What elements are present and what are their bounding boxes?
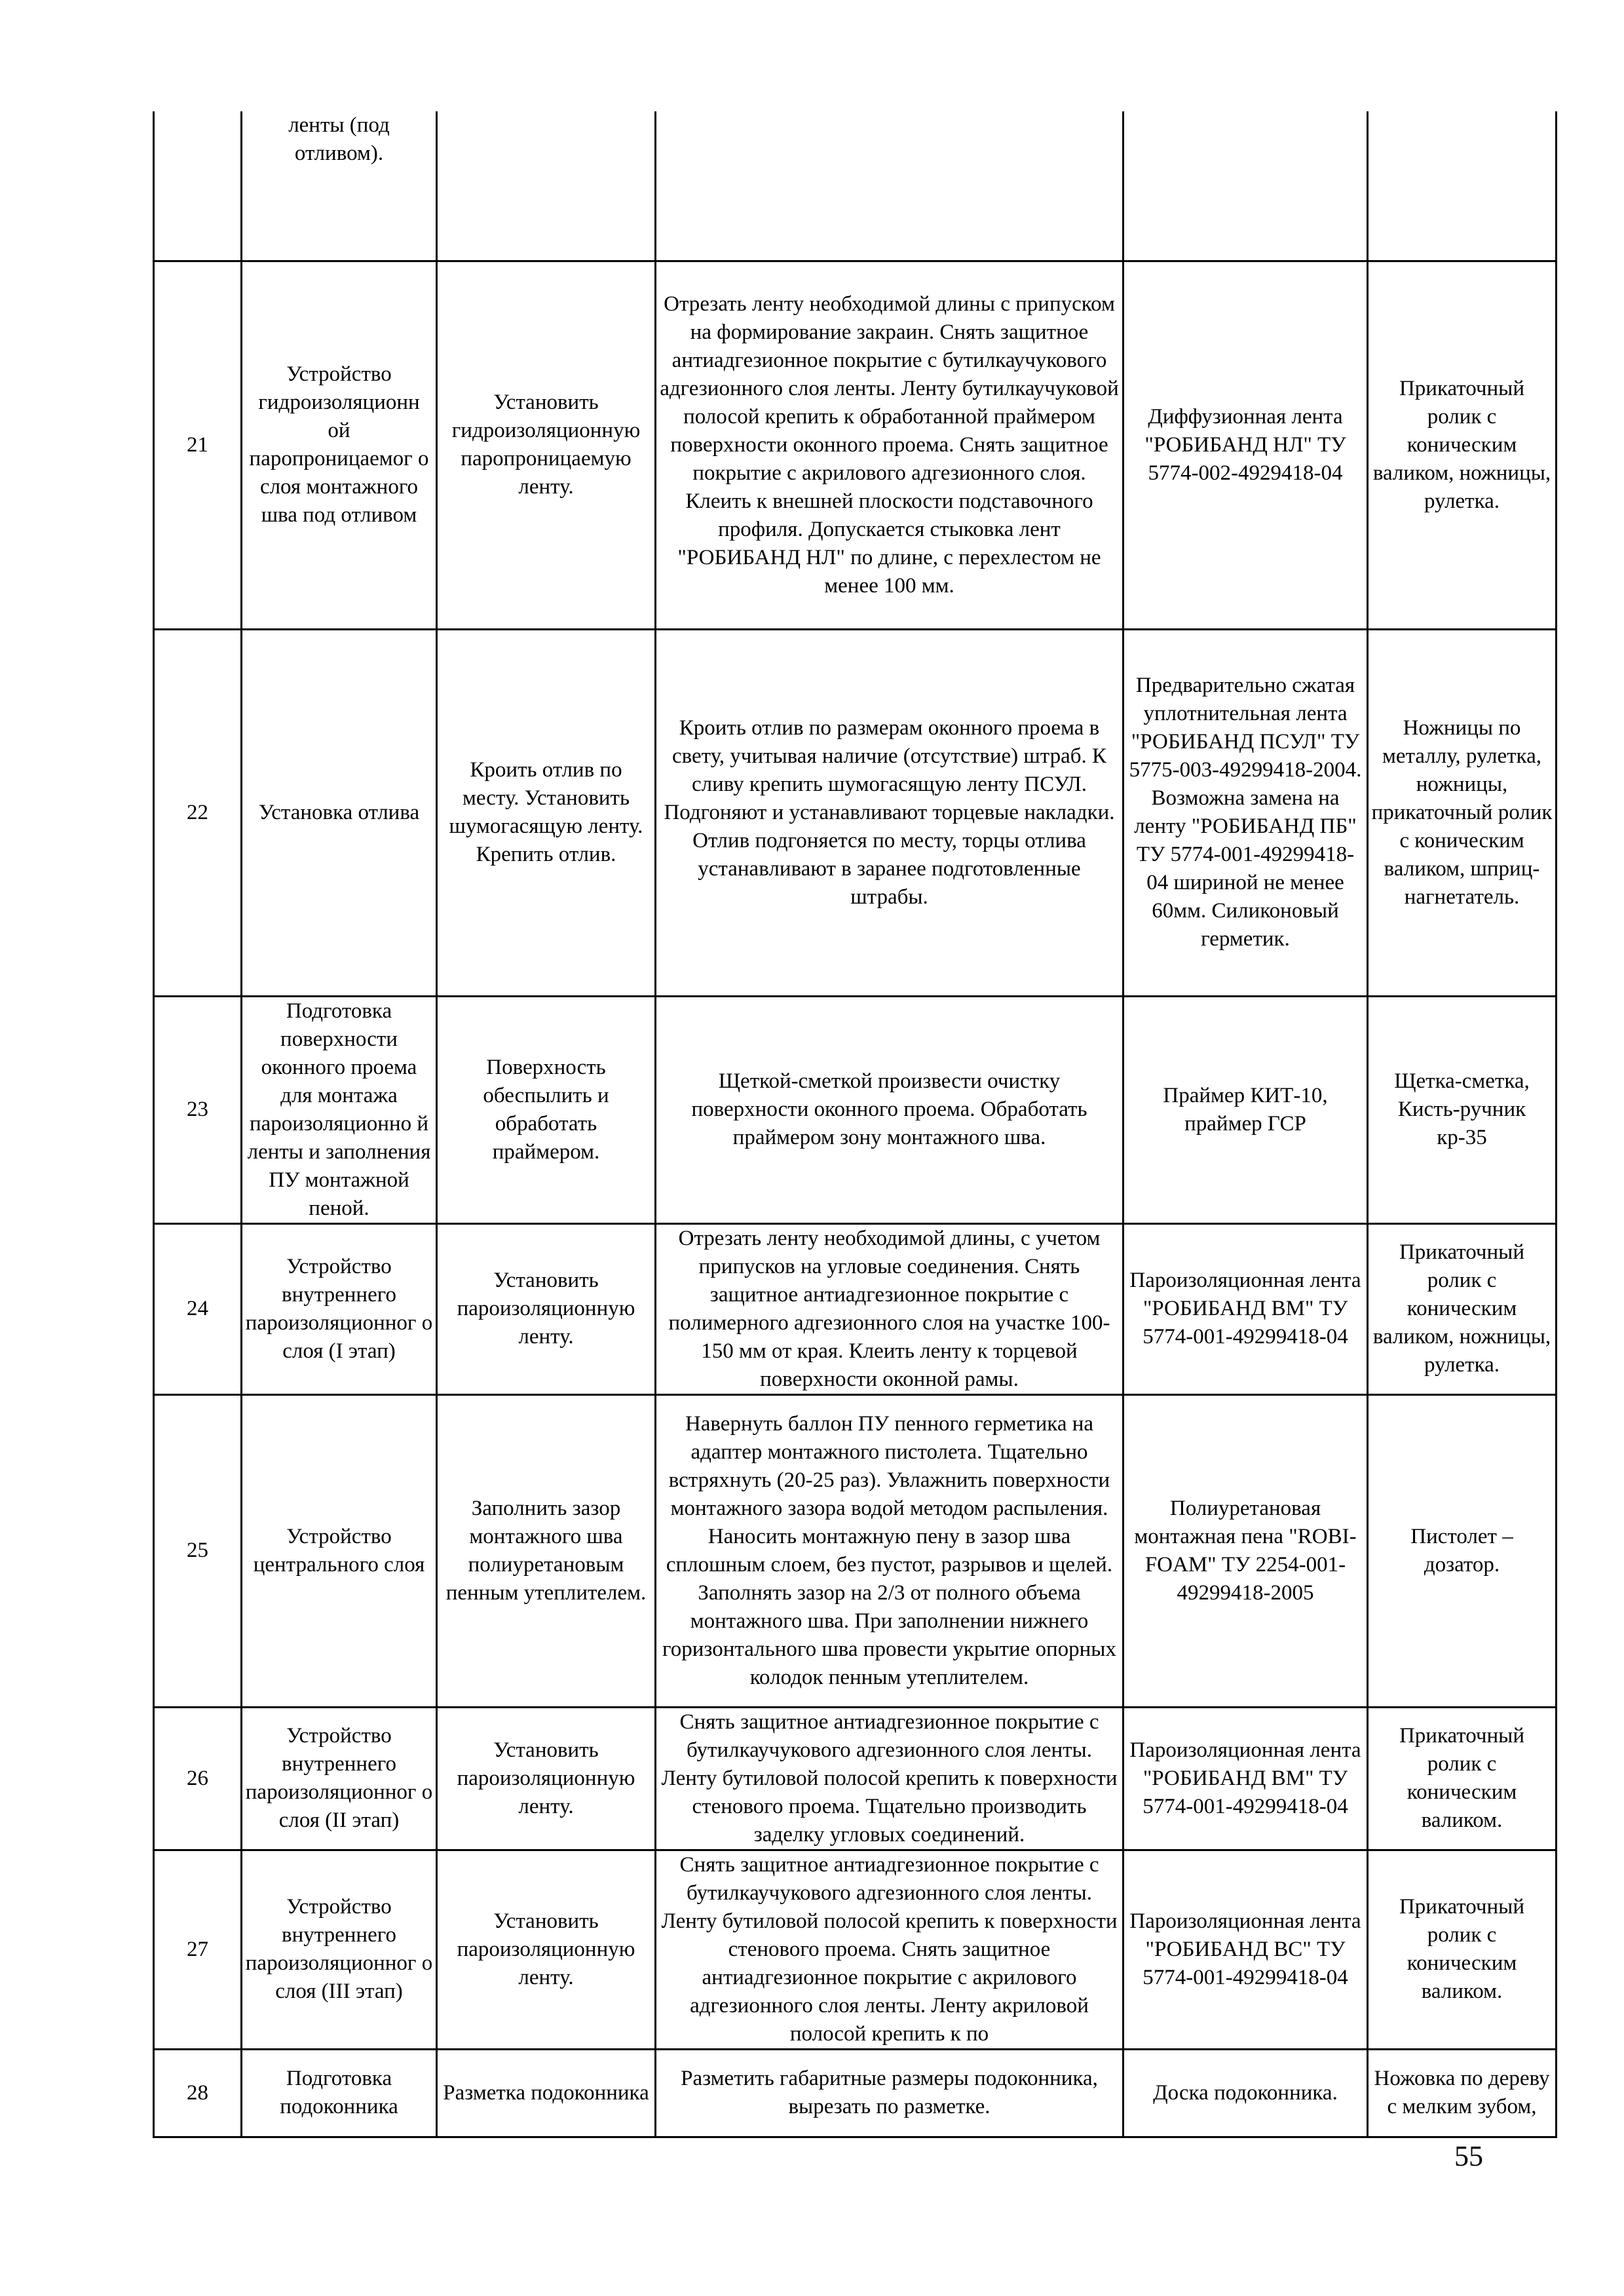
- operation-text: Установить пароизоляционную ленту.: [457, 1269, 635, 1349]
- materials-cell: [1124, 261, 1368, 629]
- instruction-text: Отрезать ленту необходимой длины, с учетом припусков на угловые соединения. Снять защитное антиадгезионное покрытие с полимерного адгезионного слоя на участке 100-150 мм от края. Клеить ленту к торцевой поверхности оконной рамы.: [668, 1226, 1110, 1391]
- materials-text: Полиуретановая монтажная пена "ROBI-FOAM" ТУ 2254-001-49299418-2005: [1134, 1496, 1357, 1605]
- tools-text: Прикаточный ролик с коническим валиком.: [1399, 1895, 1525, 2003]
- materials-text: Предварительно сжатая уплотнительная лента "РОБИБАНД ПСУЛ" ТУ 5775-003-49299418-2004. Возможна замена на ленту "РОБИБАНД ПБ" ТУ 5774-001-49299418-04 шириной не менее 60мм. Силиконовый герметик.: [1129, 674, 1362, 951]
- tools-text: Ножовка по дереву с мелким зубом,: [1374, 2067, 1550, 2118]
- instruction-cell: [656, 261, 1124, 629]
- stage-cell: [242, 261, 437, 629]
- materials-text: Пароизоляционная лента "РОБИБАНД ВМ" ТУ 5774-001-49299418-04: [1129, 1738, 1361, 1818]
- operation-text: Установить пароизоляционную ленту.: [457, 1738, 635, 1818]
- stage-text: Устройство центрального слоя: [253, 1524, 425, 1577]
- tools-cell: [1368, 1707, 1557, 1850]
- row-number: 24: [154, 1223, 242, 1394]
- materials-cell: [1124, 1394, 1368, 1707]
- materials-cell: [1124, 2049, 1368, 2137]
- operation-text: Заполнить зазор монтажного шва полиуретановым пенным утеплителем.: [445, 1496, 647, 1605]
- row-number: 21: [154, 261, 242, 629]
- materials-cell: [1124, 1850, 1368, 2049]
- instruction-text: Отрезать ленту необходимой длины с припуском на формирование закраин. Снять защитное антиадгезионное покрытие с бутилкаучукового адгезионного слоя ленты. Ленту бутилкаучуковой полосой крепить к обработанной праймером поверхности оконного проема. Снять защитное покрытие с акрилового адгезионного слоя. Клеить к внешней плоскости подставочного профиля. Допускается стыковка лент "РОБИБАНД НЛ" по длине, с перехлестом не менее 100 мм.: [660, 292, 1119, 598]
- materials-cell: [1124, 1707, 1368, 1850]
- table-row: [154, 1223, 1557, 1394]
- instruction-cell: [656, 2049, 1124, 2137]
- instruction-cell: [656, 111, 1124, 261]
- tools-cell: [1368, 996, 1557, 1223]
- stage-text: Устройство внутреннего пароизоляционног о слоя (II этап): [245, 1724, 433, 1832]
- instruction-text: Щеткой-сметкой произвести очистку поверхности оконного проема. Обработать праймером зону монтажного шва.: [691, 1069, 1087, 1149]
- tools-cell: [1368, 111, 1557, 261]
- materials-text: Диффузионная лента "РОБИБАНД НЛ" ТУ 5774-002-4929418-04: [1144, 404, 1346, 485]
- stage-text: Подготовка подоконника: [280, 2067, 398, 2118]
- stage-cell: [242, 2049, 437, 2137]
- instruction-text: Снять защитное антиадгезионное покрытие с бутилкаучукового адгезионного слоя ленты. Ленту бутиловой полосой крепить к поверхности стенового проема. Снять защитное антиадгезионное покрытие с акрилового адгезионного слоя ленты. Ленту акриловой полосой крепить к по: [661, 1852, 1118, 2046]
- operation-text: Кроить отлив по месту. Установить шумогасящую ленту. Крепить отлив.: [449, 758, 643, 866]
- tools-text: Ножницы по металлу, рулетка, ножницы, прикаточный ролик с коническим валиком, шприц-нагнетатель.: [1371, 716, 1553, 909]
- row-number: 28: [154, 2049, 242, 2137]
- stage-cell: [242, 996, 437, 1223]
- materials-cell: [1124, 996, 1368, 1223]
- instruction-cell: [656, 1850, 1124, 2049]
- tools-cell: [1368, 261, 1557, 629]
- stage-cell: [242, 1223, 437, 1394]
- tools-text: Пистолет – дозатор.: [1410, 1524, 1513, 1577]
- instruction-text: Кроить отлив по размерам оконного проема в свету, учитывая наличие (отсутствие) штраб. К сливу крепить шумогасящую ленту ПСУЛ. Подгоняют и устанавливают торцевые накладки. Отлив подгоняется по месту, торцы отлива устанавливают в заранее подготовленные штрабы.: [664, 716, 1115, 909]
- operation-cell: [437, 1223, 656, 1394]
- operation-cell: [437, 996, 656, 1223]
- stage-cell: [242, 1707, 437, 1850]
- materials-cell: [1124, 1223, 1368, 1394]
- row-number: 25: [154, 1394, 242, 1707]
- operation-cell: [437, 1707, 656, 1850]
- row-number: 22: [154, 629, 242, 996]
- materials-text: Доска подоконника.: [1153, 2080, 1338, 2105]
- operation-text: Поверхность обеспылить и обработать праймером.: [483, 1055, 609, 1164]
- stage-cell: [242, 629, 437, 996]
- stage-text: Устройство гидроизоляционн ой паропроницаемог о слоя монтажного шва под отливом: [249, 362, 429, 527]
- operation-cell: [437, 1850, 656, 2049]
- tools-text: Щетка-сметка, Кисть-ручник кр-35: [1394, 1069, 1530, 1149]
- stage-cell: [242, 1394, 437, 1707]
- stage-cell: [242, 111, 437, 261]
- operation-cell: [437, 2049, 656, 2137]
- row-number: 27: [154, 1850, 242, 2049]
- work-procedure-table: [153, 111, 1557, 2138]
- tools-cell: [1368, 1223, 1557, 1394]
- instruction-cell: [656, 1707, 1124, 1850]
- stage-text: ленты (под отливом).: [288, 113, 390, 165]
- instruction-text: Снять защитное антиадгезионное покрытие с бутилкаучукового адгезионного слоя ленты. Ленту бутиловой полосой крепить к поверхности стенового проема. Тщательно производить заделку угловых соединений.: [661, 1710, 1118, 1846]
- row-number: 26: [154, 1707, 242, 1850]
- operation-cell: [437, 261, 656, 629]
- stage-cell: [242, 1850, 437, 2049]
- instruction-cell: [656, 629, 1124, 996]
- materials-cell: [1124, 629, 1368, 996]
- tools-text: Прикаточный ролик с коническим валиком.: [1399, 1724, 1525, 1832]
- stage-text: Установка отлива: [258, 800, 420, 824]
- row-number: 23: [154, 996, 242, 1223]
- table-row: [154, 111, 1557, 261]
- table-row: [154, 1850, 1557, 2049]
- tools-cell: [1368, 1394, 1557, 1707]
- page-number: 55: [1454, 2140, 1483, 2172]
- instruction-text: Навернуть баллон ПУ пенного герметика на адаптер монтажного пистолета. Тщательно встряхнуть (20-25 раз). Увлажнить поверхности монтажного зазора водой методом распыления. Наносить монтажную пену в зазор шва сплошным слоем, без пустот, разрывов и щелей. Заполнять зазор на 2/3 от полного объема монтажного шва. При заполнении нижнего горизонтального шва провести укрытие опорных колодок пенным утеплителем.: [662, 1411, 1116, 1689]
- operation-text: Разметка подоконника: [443, 2080, 649, 2105]
- row-number: [154, 111, 242, 261]
- instruction-cell: [656, 1223, 1124, 1394]
- operation-cell: [437, 111, 656, 261]
- table-row: [154, 1707, 1557, 1850]
- instruction-text: Разметить габаритные размеры подоконника, вырезать по разметке.: [681, 2067, 1098, 2118]
- table-row: [154, 2049, 1557, 2137]
- table-row: [154, 629, 1557, 996]
- materials-text: Праймер КИТ-10, праймер ГСР: [1163, 1083, 1328, 1136]
- tools-cell: [1368, 629, 1557, 996]
- operation-cell: [437, 1394, 656, 1707]
- table-row: [154, 261, 1557, 629]
- table-row: [154, 996, 1557, 1223]
- tools-text: Прикаточный ролик с коническим валиком, ножницы, рулетка.: [1372, 1240, 1551, 1377]
- instruction-cell: [656, 1394, 1124, 1707]
- table-row: [154, 1394, 1557, 1707]
- stage-text: Подготовка поверхности оконного проема для монтажа пароизоляционно й ленты и заполнения ПУ монтажной пеной.: [247, 999, 431, 1220]
- operation-text: Установить пароизоляционную ленту.: [457, 1909, 635, 1989]
- tools-text: Прикаточный ролик с коническим валиком, ножницы, рулетка.: [1372, 376, 1551, 513]
- instruction-cell: [656, 996, 1124, 1223]
- tools-cell: [1368, 2049, 1557, 2137]
- materials-text: Пароизоляционная лента "РОБИБАНД ВС" ТУ 5774-001-49299418-04: [1129, 1909, 1361, 1989]
- materials-text: Пароизоляционная лента "РОБИБАНД ВМ" ТУ 5774-001-49299418-04: [1129, 1269, 1361, 1349]
- tools-cell: [1368, 1850, 1557, 2049]
- stage-text: Устройство внутреннего пароизоляционног о слоя (III этап): [245, 1895, 433, 2003]
- operation-cell: [437, 629, 656, 996]
- operation-text: Установить гидроизоляционную паропроницаемую ленту.: [451, 391, 641, 499]
- stage-text: Устройство внутреннего пароизоляционног о слоя (I этап): [245, 1254, 433, 1363]
- materials-cell: [1124, 111, 1368, 261]
